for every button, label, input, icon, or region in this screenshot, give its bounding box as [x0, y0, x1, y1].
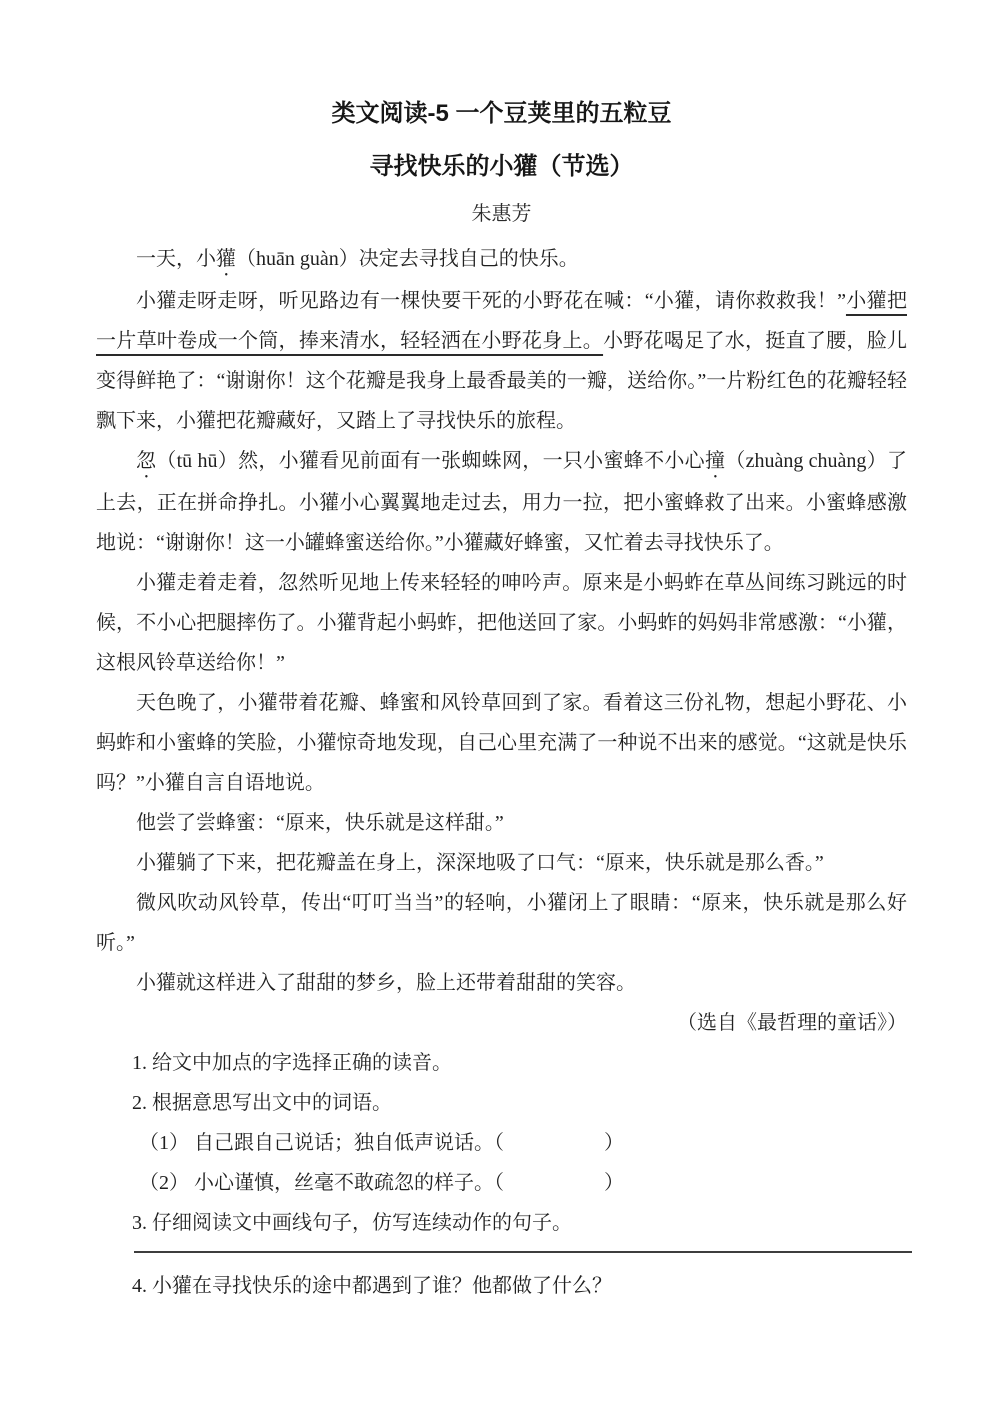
- story-paragraph-1: [96, 239, 907, 281]
- text-run: 小獾就这样进入了甜甜的梦乡，脸上还带着甜甜的笑容。: [136, 972, 636, 994]
- question-4-section: [132, 1266, 907, 1306]
- document-subtitle: 寻找快乐的小獾（节选）: [369, 153, 634, 180]
- story-body: [96, 239, 907, 1043]
- question-3: 3. 仔细阅读文中画线句子，仿写连续动作的句子。: [132, 1212, 572, 1234]
- emphasized-dotted-character: 忽: [136, 450, 157, 472]
- emphasized-dotted-character: 撞: [705, 450, 726, 472]
- text-run: 小獾躺了下来，把花瓣盖在身上，深深地吸了口气：“原来，快乐就是那么香。”: [136, 852, 824, 874]
- text-run: （zhuàng chuàng）了上去，正在拼命挣扎。小獾小心翼翼地走过去，用力一拉，把小蜜蜂救了出来。小蜜蜂感激地说：“谢谢你！这一小罐蜂蜜送给你。”小獾藏好蜂蜜，又忙着去寻找快乐了。: [96, 450, 908, 554]
- story-paragraph-2: [96, 281, 907, 441]
- question-2: 2. 根据意思写出文中的词语。: [132, 1092, 392, 1114]
- text-run: （tū hū）然，小獾看见前面有一张蜘蛛网，一只小蜜蜂不小心: [156, 450, 705, 472]
- text-run: 天色晚了，小獾带着花瓣、蜂蜜和风铃草回到了家。看着这三份礼物，想起小野花、小蚂蚱和小蜜蜂的笑脸，小獾惊奇地发现，自己心里充满了一种说不出来的感觉。“这就是快乐吗？”小獾自言自语地说。: [96, 692, 907, 794]
- text-run: （huān guàn）决定去寻找自己的快乐。: [236, 248, 579, 270]
- question-4: 4. 小獾在寻找快乐的途中都遇到了谁？他都做了什么？: [132, 1275, 612, 1297]
- answer-divider-line: [134, 1251, 912, 1253]
- questions-section: [132, 1043, 907, 1243]
- text-run: 微风吹动风铃草，传出“叮叮当当”的轻响，小獾闭上了眼睛：“原来，快乐就是那么好听。”: [96, 892, 907, 954]
- text-run: 一天，小: [136, 248, 216, 270]
- story-paragraph-6: [96, 803, 907, 843]
- author-name: 朱惠芳: [471, 203, 532, 225]
- story-paragraph-4: [96, 563, 907, 683]
- document-title: 类文阅读-5 一个豆荚里的五粒豆: [331, 100, 672, 127]
- story-paragraph-9: [96, 963, 907, 1003]
- text-run: 小獾走呀走呀，听见路边有一棵快要干死的小野花在喊：“小獾，请你救救我！”: [136, 290, 846, 312]
- text-run: 小獾走着走着，忽然听见地上传来轻轻的呻吟声。原来是小蚂蚱在草丛间练习跳远的时候，不小心把腿摔伤了。小獾背起小蚂蚱，把他送回了家。小蚂蚱的妈妈非常感激：“小獾，这根风铃草送给你！”: [96, 572, 907, 674]
- emphasized-dotted-character: 獾: [216, 248, 236, 270]
- question-1: 1. 给文中加点的字选择正确的读音。: [132, 1052, 452, 1074]
- question-2-item-1: （1） 自己跟自己说话；独自低声说话。（ ）: [139, 1132, 624, 1154]
- source-attribution: （选自《最哲理的童话》）: [677, 1012, 907, 1034]
- question-2-item-2: （2） 小心谨慎，丝毫不敢疏忽的样子。（ ）: [139, 1172, 624, 1194]
- text-run: 小野花喝足了水，挺直了腰，脸儿变得鲜艳了：“谢谢你！这个花瓣是我身上最香最美的一瓣，送给你。”一片粉红色的花瓣轻轻飘下来，小獾把花瓣藏好，又踏上了寻找快乐的旅程。: [96, 330, 908, 432]
- text-run: 他尝了尝蜂蜜：“原来，快乐就是这样甜。”: [136, 812, 504, 834]
- story-paragraph-7: [96, 843, 907, 883]
- underlined-sentence: 小獾把一片草叶卷成一个筒，捧来清水，轻轻洒在小野花身上。: [96, 290, 907, 352]
- story-paragraph-5: [96, 683, 907, 803]
- story-paragraph-3: [96, 441, 907, 563]
- story-paragraph-8: [96, 883, 907, 963]
